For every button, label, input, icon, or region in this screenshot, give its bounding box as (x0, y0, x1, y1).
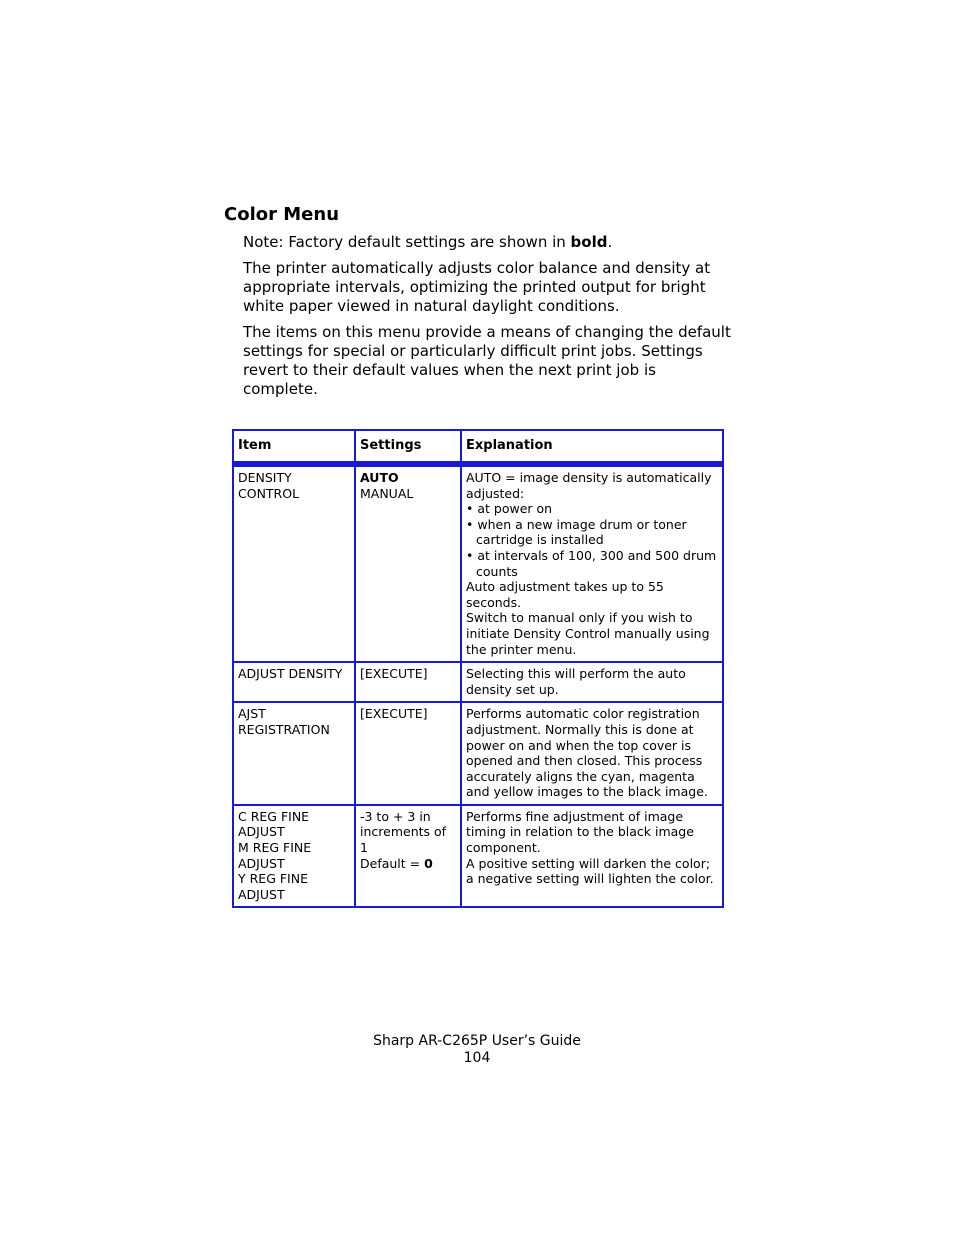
footer-guide-title: Sharp AR-C265P User’s Guide (373, 1033, 581, 1049)
header-settings: Settings (355, 430, 461, 464)
item-line: Y REG FINE (238, 871, 308, 887)
item-line: REGISTRATION (238, 721, 330, 737)
bullet-item: • at power on (466, 501, 553, 517)
bullet-item: • at intervals of 100, 300 and 500 drum counts (466, 547, 717, 579)
item-line: M REG FINE (238, 840, 312, 856)
item-cell (233, 805, 355, 908)
note-suffix: . (607, 233, 613, 251)
header-item: Item (233, 430, 355, 464)
item-line: CONTROL (238, 485, 300, 501)
item-cell (233, 702, 355, 805)
explanation-text: Auto adjustment takes up to 55 seconds. (466, 579, 664, 610)
item-line: AJST (238, 706, 266, 722)
note-prefix: Note: Factory default settings are shown in (243, 233, 571, 251)
item-line: ADJUST (238, 824, 285, 840)
explanation-cell: Selecting this will perform the auto density set up. (461, 662, 723, 702)
footer-page-number: 104 (463, 1050, 491, 1066)
explanation-cell (461, 805, 723, 908)
intro-paragraph-1: The printer automatically adjusts color balance and density at appropriate intervals, optimizing the printed output for bright white paper viewed in natural daylight conditions. (243, 259, 711, 315)
explanation-cell (461, 464, 723, 662)
setting-range: increments of 1 (360, 824, 447, 856)
setting-option: MANUAL (360, 485, 414, 501)
item-cell (233, 464, 355, 662)
table-row (233, 662, 723, 702)
settings-cell: [EXECUTE] (355, 662, 461, 702)
table-row (233, 702, 723, 805)
item-line: ADJUST (238, 855, 285, 871)
intro-paragraph-2: The items on this menu provide a means of changing the default settings for special or particularly difficult print jobs. Settings revert to their default values when the next print job is complete. (243, 323, 731, 398)
item-cell: ADJUST DENSITY (233, 662, 355, 702)
explanation-text: Switch to manual only if you wish to initiate Density Control manually using the printer menu. (466, 610, 710, 657)
section-heading: Color Menu (224, 204, 340, 225)
note-bold-word: bold (570, 233, 608, 251)
header-explanation: Explanation (461, 430, 723, 464)
table-header-row (233, 430, 723, 464)
default-setting: AUTO (360, 470, 399, 485)
note-paragraph (243, 233, 733, 252)
explanation-intro: AUTO = image density is automatically adjusted: (466, 470, 712, 501)
bullet-item: • when a new image drum or toner cartridge is installed (466, 516, 687, 548)
table-row (233, 464, 723, 662)
settings-cell: [EXECUTE] (355, 702, 461, 805)
settings-cell (355, 805, 461, 908)
setting-default: Default = 0 (360, 855, 433, 871)
item-line: ADJUST (238, 886, 285, 902)
explanation-text: Performs fine adjustment of image timing in relation to the black image component. (466, 808, 694, 856)
explanation-cell: Performs automatic color registration adjustment. Normally this is done at power on and when the top cover is opened and then closed. This process accurately aligns the cyan, magenta and yellow images to the black image. (461, 702, 723, 805)
color-menu-table (232, 429, 724, 908)
item-line: DENSITY (238, 470, 292, 485)
settings-cell (355, 464, 461, 662)
setting-range: -3 to + 3 in (360, 808, 431, 824)
item-line: C REG FINE (238, 808, 310, 824)
explanation-text: A positive setting will darken the color; a negative setting will lighten the color. (466, 855, 714, 887)
table-row (233, 805, 723, 908)
